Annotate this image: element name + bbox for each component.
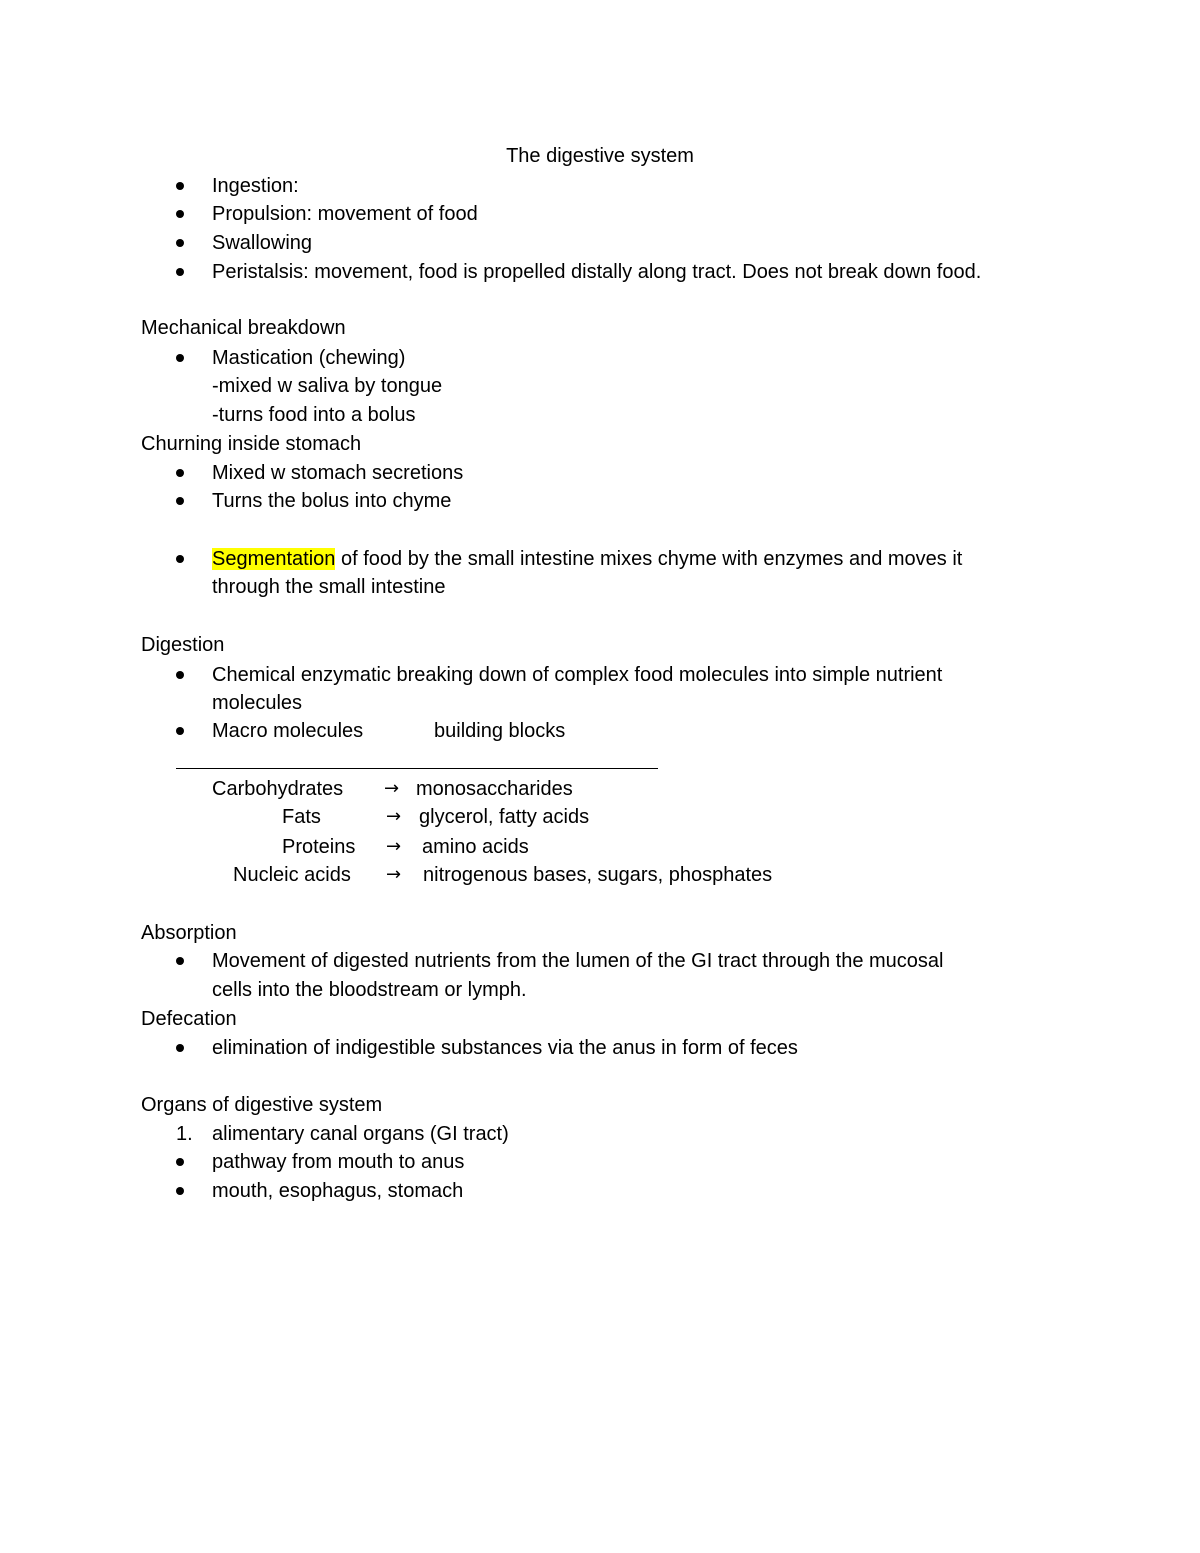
table-cell-left: Carbohydrates — [212, 778, 344, 800]
list-item: Chemical enzymatic breaking down of complex food molecules into simple nutrient — [212, 664, 943, 686]
table-cell-right: nitrogenous bases, sugars, phosphates — [423, 864, 773, 886]
bullet-icon — [176, 354, 184, 362]
table-cell-left: Proteins — [282, 836, 356, 858]
numbered-list-item: alimentary canal organs (GI tract) — [212, 1123, 509, 1145]
section-heading-churning: Churning inside stomach — [141, 433, 362, 455]
list-item-segmentation — [212, 546, 962, 572]
arrow-right-icon: → — [386, 836, 402, 857]
bullet-icon — [176, 727, 184, 735]
arrow-right-icon: → — [386, 806, 402, 827]
sub-line: -turns food into a bolus — [212, 404, 416, 426]
list-number: 1. — [176, 1123, 193, 1145]
list-item: Mastication (chewing) — [212, 347, 406, 369]
table-cell-right: glycerol, fatty acids — [419, 806, 590, 828]
bullet-icon — [176, 497, 184, 505]
page-title: The digestive system — [506, 145, 694, 167]
table-header-right: building blocks — [434, 720, 566, 742]
table-header-left: Macro molecules — [212, 720, 364, 742]
section-heading-organs: Organs of digestive system — [141, 1094, 383, 1116]
bullet-icon — [176, 268, 184, 276]
bullet-icon — [176, 469, 184, 477]
divider — [176, 768, 658, 769]
list-item-continuation: molecules — [212, 692, 303, 714]
list-item: Mixed w stomach secretions — [212, 462, 464, 484]
arrow-right-icon: → — [386, 864, 402, 885]
list-item: mouth, esophagus, stomach — [212, 1180, 464, 1202]
bullet-icon — [176, 1187, 184, 1195]
arrow-right-icon: → — [384, 778, 400, 799]
bullet-icon — [176, 957, 184, 965]
section-heading-absorption: Absorption — [141, 922, 237, 944]
table-cell-right: monosaccharides — [416, 778, 573, 800]
list-item: Propulsion: movement of food — [212, 203, 478, 225]
bullet-icon — [176, 1044, 184, 1052]
list-item: pathway from mouth to anus — [212, 1151, 465, 1173]
section-heading-defecation: Defecation — [141, 1008, 237, 1030]
bullet-icon — [176, 210, 184, 218]
list-item: Turns the bolus into chyme — [212, 490, 452, 512]
bullet-icon — [176, 1158, 184, 1166]
table-cell-right: amino acids — [422, 836, 529, 858]
table-cell-left: Nucleic acids — [233, 864, 351, 886]
sub-line: -mixed w saliva by tongue — [212, 375, 443, 397]
list-item: Movement of digested nutrients from the lumen of the GI tract through the mucosal — [212, 950, 944, 972]
list-item: elimination of indigestible substances via the anus in form of feces — [212, 1037, 798, 1059]
bullet-icon — [176, 671, 184, 679]
bullet-icon — [176, 555, 184, 563]
section-heading-mechanical: Mechanical breakdown — [141, 317, 346, 339]
segmentation-text: of food by the small intestine mixes chyme with enzymes and moves it — [335, 548, 963, 570]
table-cell-left: Fats — [282, 806, 321, 828]
list-item-continuation: through the small intestine — [212, 576, 446, 598]
bullet-icon — [176, 239, 184, 247]
highlighted-term: Segmentation — [212, 548, 336, 570]
list-item: Ingestion: — [212, 175, 299, 197]
list-item: Swallowing — [212, 232, 313, 254]
bullet-icon — [176, 182, 184, 190]
section-heading-digestion: Digestion — [141, 634, 225, 656]
list-item-continuation: cells into the bloodstream or lymph. — [212, 979, 527, 1001]
list-item: Peristalsis: movement, food is propelled distally along tract. Does not break down food. — [212, 261, 982, 283]
